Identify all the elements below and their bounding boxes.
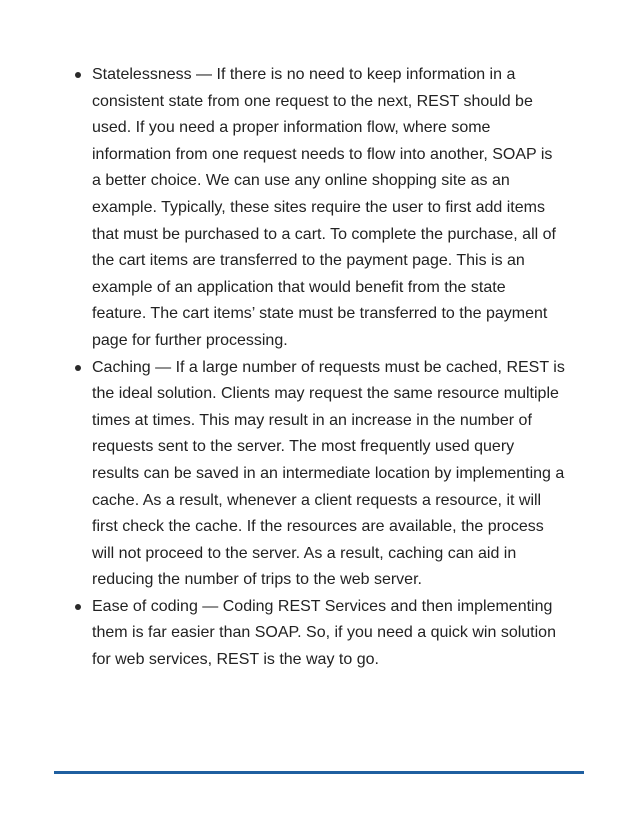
bullet-icon — [75, 365, 81, 371]
text-line: a better choice. We can use any online shopping site as an — [92, 172, 510, 190]
text-line: requests sent to the server. The most frequently used query — [92, 438, 515, 456]
bullet-list — [68, 62, 588, 674]
text-line: times at times. This may result in an increase in the number of — [92, 411, 532, 429]
text-line: results can be saved in an intermediate location by implementing a — [92, 464, 565, 482]
text-line: them is far easier than SOAP. So, if you need a quick win solution — [92, 624, 556, 642]
text-line: the ideal solution. Clients may request the same resource multiple — [92, 385, 559, 403]
text-line: used. If you need a proper information flow, where some — [92, 119, 491, 137]
text-line: Caching — If a large number of requests must be cached, REST is — [92, 358, 565, 376]
text-line: example. Typically, these sites require the user to first add items — [92, 198, 545, 216]
footer-divider — [54, 771, 584, 774]
text-line: feature. The cart items’ state must be transferred to the payment — [92, 305, 548, 323]
text-line: page for further processing. — [92, 331, 288, 349]
text-line: cache. As a result, whenever a client requests a resource, it will — [92, 491, 542, 509]
list-item-statelessness — [68, 62, 588, 355]
text-line: will not proceed to the server. As a result, caching can aid in — [92, 544, 517, 562]
text-line: reducing the number of trips to the web server. — [92, 571, 422, 589]
text-line: consistent state from one request to the next, REST should be — [92, 92, 533, 110]
text-line: Statelessness — If there is no need to keep information in a — [92, 66, 516, 83]
list-item-ease-of-coding — [68, 594, 588, 674]
text-line: example of an application that would benefit from the state — [92, 278, 506, 296]
text-line: for web services, REST is the way to go. — [92, 651, 379, 669]
bullet-icon — [75, 72, 81, 78]
text-line: first check the cache. If the resources are available, the process — [92, 518, 544, 536]
bullet-icon — [75, 604, 81, 610]
text-line: Ease of coding — Coding REST Services and then implementing — [92, 597, 553, 615]
list-item-caching — [68, 355, 588, 594]
text-line: information from one request needs to flow into another, SOAP is — [92, 145, 553, 163]
text-line: that must be purchased to a cart. To complete the purchase, all of — [92, 225, 556, 243]
text-line: the cart items are transferred to the payment page. This is an — [92, 252, 525, 270]
